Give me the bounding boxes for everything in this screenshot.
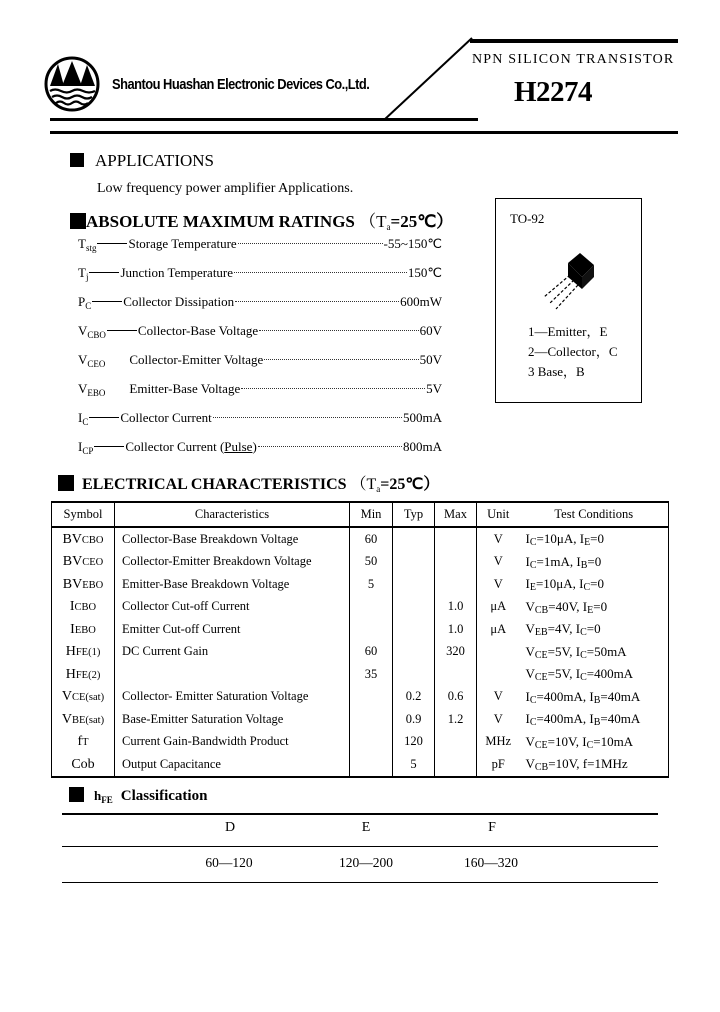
hfe-classification-heading (69, 787, 207, 805)
absolute-max-heading-text: ABSOLUTE MAXIMUM RATINGS (86, 212, 355, 231)
cell-typ (393, 596, 435, 619)
col-test-conditions: Test Conditions (520, 502, 669, 527)
electrical-characteristics-table (51, 501, 669, 778)
cell-typ (393, 641, 435, 664)
cond-value: =1mA, (536, 553, 577, 569)
pulse-underlined: Pulse (224, 439, 253, 454)
symbol-sub: CE(sat) (72, 692, 105, 704)
cond-subscript: CE (534, 649, 548, 661)
rating-leader-dots (238, 243, 383, 244)
rating-symbol-main: V (78, 352, 88, 367)
hfe-grade-e: E (361, 820, 371, 835)
cond-subscript: C (529, 537, 537, 549)
pin-2: 2—Collector，C (528, 344, 618, 359)
rating-symbol (78, 323, 106, 339)
condition-suffix: =25℃） (390, 212, 454, 231)
col-unit: Unit (477, 502, 520, 527)
cond-subscript: EB (534, 627, 548, 639)
rating-symbol-sub: j (85, 272, 89, 282)
cell-max (435, 573, 477, 596)
cell-symbol (52, 686, 115, 709)
rating-symbol-sub: CP (82, 446, 94, 456)
symbol-main: V (61, 711, 73, 727)
symbol-sub: EBO (82, 579, 104, 591)
header-top-rule (470, 39, 678, 43)
rating-symbol (78, 439, 93, 455)
table-row (52, 618, 669, 641)
electrical-heading (58, 471, 439, 494)
cell-test-conditions (520, 618, 669, 641)
symbol-sub: BE(sat) (72, 714, 105, 726)
cond-value: =0 (587, 553, 602, 569)
cond-symbol: V (525, 666, 535, 682)
rating-dash (89, 417, 119, 418)
cell-test-conditions (520, 686, 669, 709)
cell-max: 1.0 (435, 596, 477, 619)
condition-sub: a (376, 484, 381, 494)
cell-unit (477, 663, 520, 686)
cond-symbol: I (575, 666, 581, 682)
cell-test-conditions (520, 663, 669, 686)
rating-symbol-main: T (78, 236, 86, 251)
cond-subscript: B (593, 717, 601, 729)
symbol-sub: CBO (81, 534, 104, 546)
cond-subscript: CB (534, 762, 549, 774)
package-box (495, 198, 642, 403)
electrical-condition (351, 476, 440, 493)
rating-label: Collector-Base Voltage (137, 323, 259, 338)
cond-value: =50mA (586, 643, 627, 659)
cond-subscript: B (593, 694, 601, 706)
company-name: Shantou Huashan Electronic Devices Co.,Ltd. (112, 76, 370, 93)
cell-unit: V (477, 708, 520, 731)
rating-dash (107, 330, 137, 331)
cond-value: =10V, (547, 733, 583, 749)
rating-symbol-main: I (78, 410, 83, 425)
cell-typ: 0.2 (393, 686, 435, 709)
symbol-main: H (65, 666, 76, 682)
rating-row (78, 236, 442, 265)
rating-row (78, 265, 442, 294)
cell-test-conditions (520, 708, 669, 731)
cond-symbol: I (582, 598, 588, 614)
cell-min: 60 (350, 641, 393, 664)
cell-unit: μA (477, 618, 520, 641)
cell-symbol (52, 551, 115, 574)
cell-min (350, 708, 393, 731)
rating-symbol-main: I (78, 439, 83, 454)
rating-symbol-main: V (78, 381, 88, 396)
cond-subscript: C (580, 627, 587, 639)
symbol-sub: CBO (74, 602, 97, 614)
cell-min: 35 (350, 663, 393, 686)
cell-max (435, 663, 477, 686)
cell-unit: V (477, 527, 520, 551)
symbol-sub: EBO (74, 624, 96, 636)
cell-typ (393, 551, 435, 574)
rating-row (78, 323, 442, 352)
rating-row (78, 294, 442, 323)
cell-characteristic: Collector- Emitter Saturation Voltage (115, 686, 350, 709)
rating-symbol (78, 265, 88, 281)
absolute-max-heading (70, 207, 453, 232)
cond-value: =0 (590, 531, 605, 547)
rating-symbol-sub: EBO (87, 388, 106, 398)
cond-subscript: CB (534, 604, 549, 616)
rating-label: Emitter-Base Voltage (129, 381, 241, 396)
table-row (52, 708, 669, 731)
cell-min (350, 618, 393, 641)
cell-test-conditions (520, 731, 669, 754)
cell-unit (477, 641, 520, 664)
rating-value: 150℃ (407, 265, 442, 280)
hfe-grade-d: D (224, 820, 236, 835)
cond-symbol: I (576, 553, 581, 569)
rating-label: Storage Temperature (128, 236, 237, 251)
cell-max: 0.6 (435, 686, 477, 709)
rating-value: 500mA (403, 410, 442, 425)
applications-heading-text: APPLICATIONS (95, 151, 215, 170)
symbol-main: BV (62, 531, 82, 547)
rating-symbol (78, 236, 96, 252)
cond-symbol: V (525, 643, 535, 659)
cell-test-conditions (520, 551, 669, 574)
rating-label: Collector Current (120, 410, 212, 425)
rating-leader-dots (264, 359, 418, 360)
hfe-heading-text: Classification (120, 788, 208, 804)
cell-characteristic: Base-Emitter Saturation Voltage (115, 708, 350, 731)
cell-max: 1.2 (435, 708, 477, 731)
condition-sub: a (386, 222, 391, 232)
condition-prefix: （T (350, 476, 377, 493)
col-max: Max (435, 502, 477, 527)
cond-subscript: CE (534, 739, 548, 751)
cell-min: 50 (350, 551, 393, 574)
condition-prefix: （T (359, 212, 387, 231)
cell-min (350, 753, 393, 777)
cond-symbol: I (525, 553, 530, 569)
table-row (52, 641, 669, 664)
col-characteristics: Characteristics (115, 502, 350, 527)
rating-row (78, 439, 442, 468)
cond-value: =5V, (547, 643, 576, 659)
cell-typ (393, 527, 435, 551)
cond-value: =0 (586, 621, 601, 637)
to92-transistor-icon (538, 249, 606, 311)
cond-subscript: C (580, 649, 587, 661)
cond-symbol: I (525, 688, 530, 704)
cell-symbol (52, 573, 115, 596)
cell-characteristic: Emitter-Base Breakdown Voltage (115, 573, 350, 596)
cell-unit: V (477, 551, 520, 574)
cell-test-conditions (520, 596, 669, 619)
applications-heading (70, 151, 214, 171)
rating-symbol-main: T (78, 265, 86, 280)
cell-typ: 5 (393, 753, 435, 777)
symbol-sub: FE(1) (75, 647, 101, 659)
hfe-rule-top (62, 813, 658, 815)
rating-symbol-sub: CEO (87, 359, 106, 369)
rating-symbol (78, 410, 88, 426)
cell-unit: V (477, 686, 520, 709)
table-row (52, 596, 669, 619)
hfe-symbol (94, 788, 113, 803)
rating-leader-dots (235, 301, 399, 302)
cell-min (350, 596, 393, 619)
section-bullet-icon (58, 475, 74, 491)
col-typ: Typ (393, 502, 435, 527)
electrical-heading-text: ELECTRICAL CHARACTERISTICS (82, 476, 347, 493)
company-logo-icon (44, 56, 100, 112)
cond-symbol: I (525, 711, 530, 727)
rating-value: 50V (419, 352, 442, 367)
hfe-range-d: 60—120 (205, 855, 253, 870)
cell-symbol (52, 663, 115, 686)
rating-symbol-sub: C (85, 301, 92, 311)
cond-value: =40mA (600, 688, 641, 704)
cond-subscript: CE (534, 672, 548, 684)
cell-symbol (52, 641, 115, 664)
cond-value: =5V, (547, 666, 576, 682)
col-symbol: Symbol (52, 502, 115, 527)
rating-symbol-sub: C (82, 417, 89, 427)
cond-value: =400mA (586, 666, 634, 682)
hfe-sym-sub: FE (101, 795, 113, 805)
pin-list (528, 322, 618, 382)
cond-value: =400mA, (536, 711, 590, 727)
cell-test-conditions (520, 753, 669, 777)
cond-subscript: E (584, 537, 591, 549)
cond-symbol: I (582, 733, 587, 749)
cond-subscript: C (529, 717, 537, 729)
rating-value: 60V (419, 323, 442, 338)
cell-unit: V (477, 573, 520, 596)
cond-subscript: E (587, 604, 594, 616)
absolute-max-condition (359, 212, 453, 231)
rating-dash (89, 272, 119, 273)
cell-typ (393, 663, 435, 686)
table-row (52, 663, 669, 686)
cell-characteristic: Collector Cut-off Current (115, 596, 350, 619)
hfe-range-e: 120—200 (339, 855, 393, 870)
cell-characteristic: DC Current Gain (115, 641, 350, 664)
pin-1: 1—Emitter，E (528, 324, 608, 339)
header-slash-divider (380, 36, 476, 122)
rating-value: 800mA (403, 439, 442, 454)
cond-symbol: I (589, 688, 594, 704)
rating-leader-dots (234, 272, 407, 273)
cond-value: =0 (590, 576, 605, 592)
cond-symbol: I (525, 576, 530, 592)
cell-characteristic: Current Gain-Bandwidth Product (115, 731, 350, 754)
symbol-sub: CEO (82, 557, 104, 569)
cell-max (435, 753, 477, 777)
symbol-main: f (77, 734, 83, 750)
hfe-range-f: 160—320 (464, 855, 518, 870)
cond-value: =10μA, (536, 531, 580, 547)
cond-value: =10mA (593, 733, 634, 749)
cond-symbol: I (575, 621, 581, 637)
symbol-main: BV (62, 576, 83, 592)
cond-symbol: V (525, 598, 535, 614)
symbol-main: V (61, 689, 73, 705)
rating-value: 600mW (400, 294, 442, 309)
rating-symbol (78, 352, 105, 368)
symbol-sub: T (82, 737, 89, 749)
cond-subscript: C (529, 559, 537, 571)
rating-dash (94, 446, 124, 447)
rating-dash (92, 301, 122, 302)
cond-subscript: B (580, 559, 588, 571)
rating-symbol (78, 381, 105, 397)
cond-symbol: V (525, 756, 535, 772)
rating-row (78, 352, 442, 381)
rating-symbol (78, 294, 91, 310)
rating-symbol-main: P (78, 294, 86, 309)
cell-typ (393, 618, 435, 641)
cond-value: =40V, (548, 598, 583, 614)
hfe-rule-bottom (62, 882, 658, 883)
package-name: TO-92 (510, 211, 545, 226)
cell-max (435, 551, 477, 574)
applications-text: Low frequency power amplifier Applications. (97, 181, 354, 196)
rating-label: Collector Current (Pulse) (125, 439, 257, 454)
table-row (52, 573, 669, 596)
device-type: NPN SILICON TRANSISTOR (472, 52, 675, 67)
cell-symbol (52, 708, 115, 731)
cond-value: =4V, (547, 621, 576, 637)
hfe-sym-main: h (94, 788, 102, 803)
cond-value: =10μA, (535, 576, 580, 592)
cond-symbol: I (575, 643, 581, 659)
header-rule-1 (50, 118, 478, 121)
section-bullet-icon (70, 153, 84, 167)
part-number: H2274 (514, 76, 593, 108)
cond-symbol: I (579, 531, 585, 547)
cond-value: =40mA (600, 711, 641, 727)
symbol-main: I (69, 599, 75, 615)
condition-suffix: =25℃） (380, 476, 440, 493)
cell-symbol (52, 618, 115, 641)
cell-symbol (52, 731, 115, 754)
cell-unit: μA (477, 596, 520, 619)
symbol-main: I (70, 621, 75, 637)
hfe-rule-middle (62, 846, 658, 847)
cell-symbol (52, 596, 115, 619)
cond-value: =10V, f=1MHz (548, 756, 628, 772)
symbol-main: Cob (71, 756, 95, 772)
cell-characteristic: Emitter Cut-off Current (115, 618, 350, 641)
cell-max (435, 731, 477, 754)
cond-subscript: E (529, 582, 536, 594)
rating-leader-dots (213, 417, 402, 418)
rating-row (78, 410, 442, 439)
cond-subscript: C (586, 739, 594, 751)
table-row (52, 551, 669, 574)
rating-value: -55~150℃ (383, 236, 442, 251)
cond-value: =400mA, (536, 688, 590, 704)
cond-subscript: C (583, 582, 591, 594)
cell-test-conditions (520, 641, 669, 664)
rating-label: Junction Temperature (120, 265, 234, 280)
cell-min (350, 686, 393, 709)
cond-value: =0 (593, 598, 608, 614)
rating-row (78, 381, 442, 410)
rating-value: 5V (426, 381, 442, 396)
cell-typ: 0.9 (393, 708, 435, 731)
header-rule-2 (50, 131, 678, 134)
cell-characteristic: Collector-Emitter Breakdown Voltage (115, 551, 350, 574)
symbol-main: H (65, 644, 76, 660)
rating-dash (97, 243, 127, 244)
cell-min (350, 731, 393, 754)
cell-typ (393, 573, 435, 596)
cell-test-conditions (520, 527, 669, 551)
cell-unit: MHz (477, 731, 520, 754)
cell-characteristic: Collector-Base Breakdown Voltage (115, 527, 350, 551)
cell-symbol (52, 527, 115, 551)
cond-symbol: I (589, 711, 594, 727)
symbol-sub: FE(2) (75, 669, 101, 681)
symbol-main: BV (62, 554, 83, 570)
cell-max (435, 527, 477, 551)
cell-min: 5 (350, 573, 393, 596)
section-bullet-icon (69, 787, 84, 802)
cond-subscript: C (580, 672, 587, 684)
cell-test-conditions (520, 573, 669, 596)
rating-symbol-sub: stg (85, 243, 97, 253)
rating-leader-dots (259, 330, 418, 331)
cell-max: 320 (435, 641, 477, 664)
cond-subscript: C (529, 694, 537, 706)
hfe-grade-f: F (488, 820, 496, 835)
rating-symbol-main: V (78, 323, 88, 338)
table-row (52, 686, 669, 709)
cond-symbol: I (525, 531, 530, 547)
cell-characteristic (115, 663, 350, 686)
rating-symbol-sub: CBO (87, 330, 106, 340)
cell-symbol (52, 753, 115, 777)
pin-3: 3 Base，B (528, 364, 585, 379)
absolute-max-ratings-list (78, 236, 442, 468)
cell-characteristic: Output Capacitance (115, 753, 350, 777)
table-header-row (52, 502, 669, 527)
rating-leader-dots (241, 388, 425, 389)
table-row (52, 753, 669, 777)
rating-label: Collector-Emitter Voltage (129, 352, 264, 367)
section-bullet-icon (70, 213, 86, 229)
rating-leader-dots (258, 446, 402, 447)
cell-typ: 120 (393, 731, 435, 754)
cell-unit: pF (477, 753, 520, 777)
cond-symbol: V (525, 733, 535, 749)
cell-max: 1.0 (435, 618, 477, 641)
table-row (52, 731, 669, 754)
cell-min: 60 (350, 527, 393, 551)
rating-label: Collector Dissipation (123, 294, 235, 309)
col-min: Min (350, 502, 393, 527)
cond-symbol: I (579, 576, 584, 592)
table-row (52, 527, 669, 551)
cond-symbol: V (525, 621, 535, 637)
